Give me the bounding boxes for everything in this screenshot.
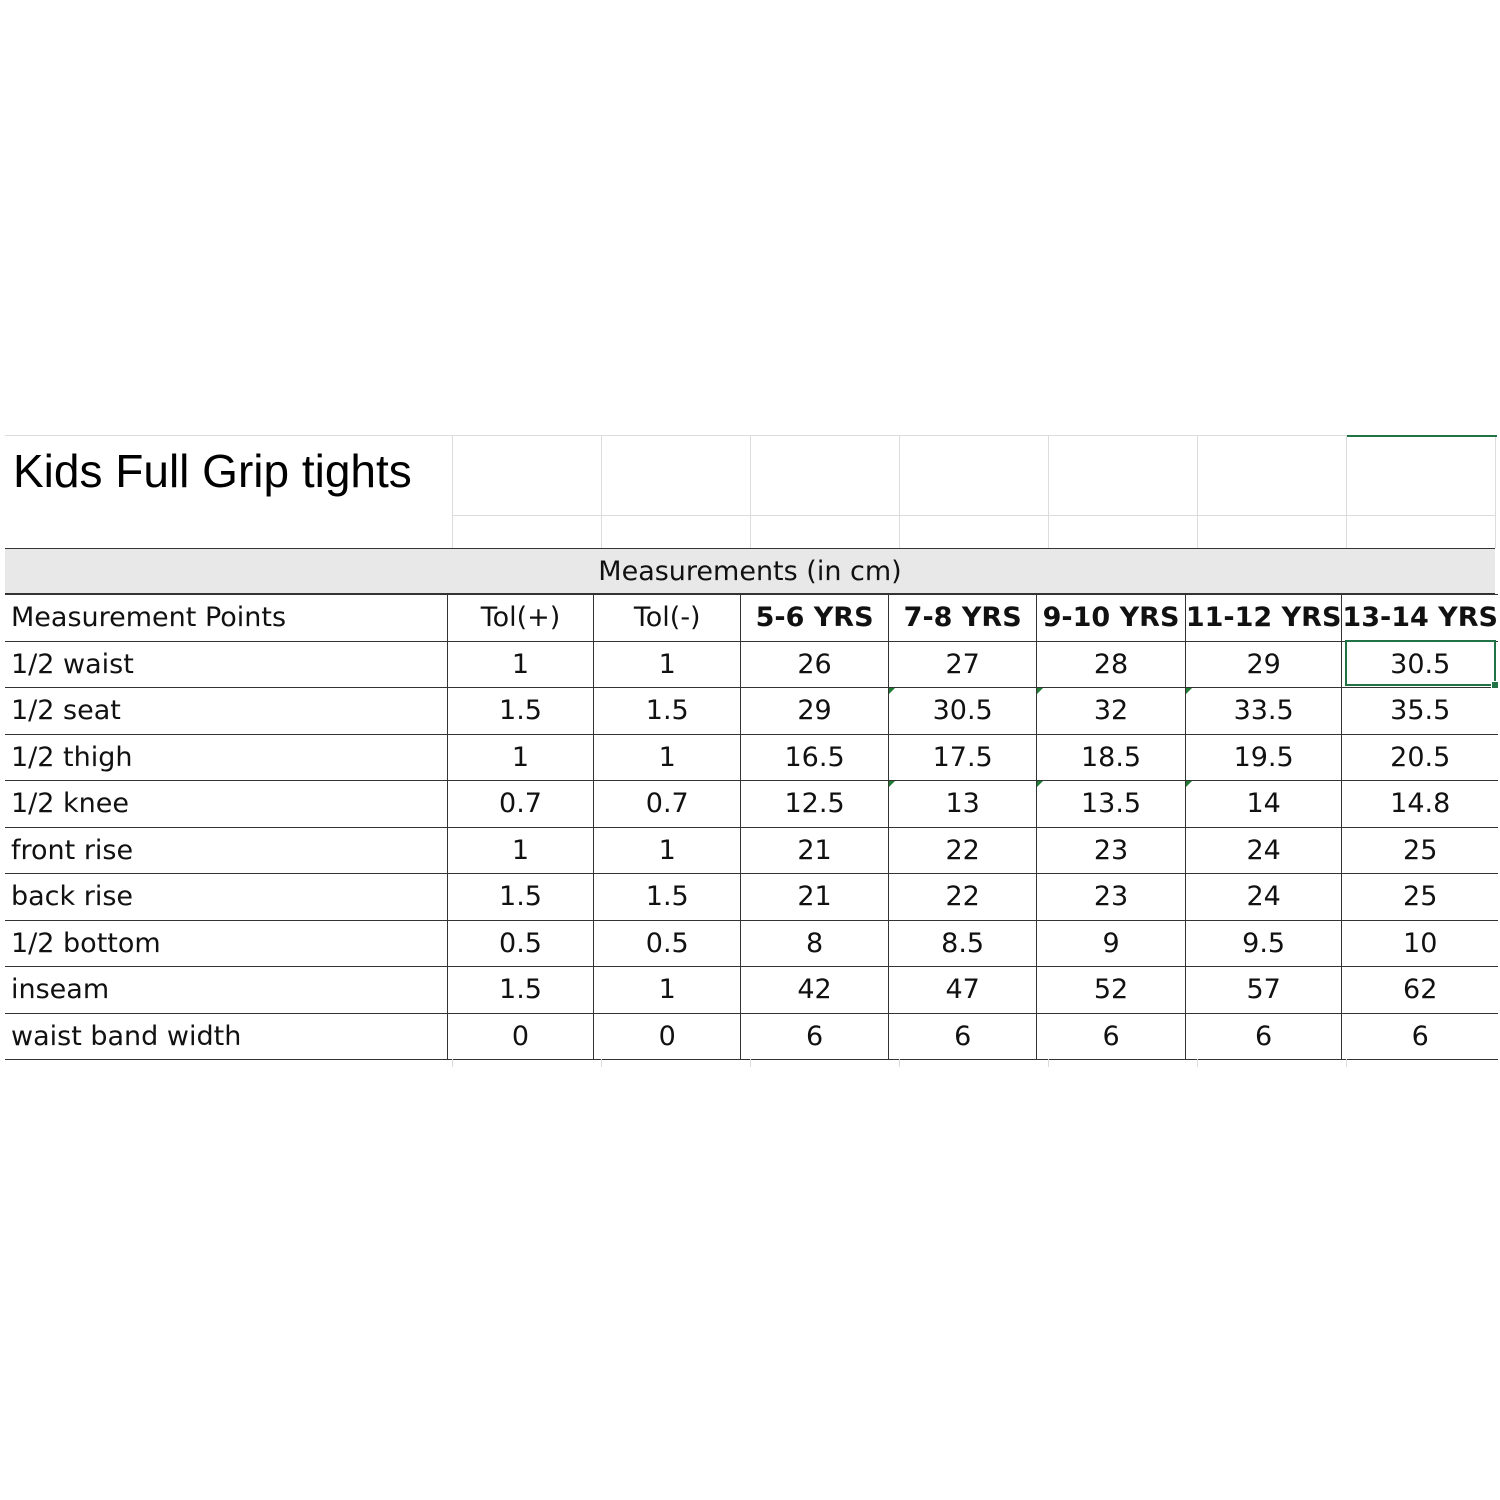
cell-text: 6 xyxy=(1255,1020,1273,1052)
cell-text: 0.5 xyxy=(499,927,542,959)
table-row xyxy=(5,967,1498,1014)
measurement-point-cell[interactable] xyxy=(5,967,447,1014)
fill-handle[interactable] xyxy=(1491,681,1499,689)
cell-text: 12.5 xyxy=(784,788,845,820)
value-cell[interactable] xyxy=(741,1013,889,1060)
value-cell[interactable] xyxy=(741,734,889,781)
value-cell[interactable] xyxy=(741,874,889,921)
header-size[interactable]: 7-8 YRS xyxy=(889,595,1037,642)
value-cell[interactable] xyxy=(1342,874,1498,921)
error-indicator-icon[interactable] xyxy=(1037,688,1043,694)
cell-text: 14.8 xyxy=(1390,788,1451,820)
gridline xyxy=(5,435,1495,436)
value-cell[interactable] xyxy=(741,920,889,967)
value-cell[interactable] xyxy=(1037,874,1186,921)
value-cell[interactable] xyxy=(447,1013,594,1060)
cell-text: 21 xyxy=(797,881,832,913)
cell-text: 21 xyxy=(797,834,832,866)
value-cell[interactable] xyxy=(1342,920,1498,967)
cell-text: waist band width xyxy=(11,1020,242,1052)
cell-text: 1/2 bottom xyxy=(11,927,161,959)
gridline xyxy=(1197,435,1198,548)
cell-text: 0.5 xyxy=(645,927,689,959)
cell-text: 19.5 xyxy=(1233,741,1294,773)
value-cell[interactable] xyxy=(1185,641,1342,688)
cell-text: 8 xyxy=(805,927,824,959)
error-indicator-icon[interactable] xyxy=(1186,688,1192,694)
cell-text: 1 xyxy=(658,834,676,866)
cell-text: 6 xyxy=(1411,1020,1429,1052)
header-tolerance[interactable]: Tol(-) xyxy=(594,595,741,642)
sheet-title[interactable]: Kids Full Grip tights xyxy=(13,445,412,497)
cell-text: 32 xyxy=(1093,695,1129,727)
header-tolerance[interactable]: Tol(+) xyxy=(447,595,594,642)
cell-text: 1 xyxy=(658,974,676,1006)
cell-text: 0.7 xyxy=(645,788,689,820)
cell-text: 17.5 xyxy=(932,741,993,773)
table-row xyxy=(5,734,1498,781)
value-cell[interactable] xyxy=(1037,827,1186,874)
table-row xyxy=(5,641,1498,688)
cell-text: 1/2 waist xyxy=(11,648,134,680)
value-cell[interactable] xyxy=(447,781,594,828)
cell-text: 20.5 xyxy=(1390,741,1451,773)
error-indicator-icon[interactable] xyxy=(889,688,895,694)
value-cell[interactable] xyxy=(741,641,889,688)
cell-text: 25 xyxy=(1403,834,1438,866)
cell-text: 26 xyxy=(797,648,832,680)
value-cell[interactable] xyxy=(1037,781,1186,828)
header-measurement-points[interactable]: Measurement Points xyxy=(5,595,447,642)
cell-text: 0 xyxy=(658,1020,676,1052)
table-row xyxy=(5,1013,1498,1060)
value-cell[interactable] xyxy=(1342,641,1498,688)
cell-text: 13.5 xyxy=(1080,788,1142,820)
error-indicator-icon[interactable] xyxy=(1037,781,1043,787)
cell-text: 62 xyxy=(1403,974,1438,1006)
value-cell[interactable] xyxy=(1185,734,1342,781)
error-indicator-icon[interactable] xyxy=(889,781,895,787)
gridline xyxy=(1048,435,1049,548)
cell-text: 27 xyxy=(945,648,980,680)
cell-text: 42 xyxy=(797,974,832,1006)
size-chart-table xyxy=(5,594,1498,1060)
cell-text: 1 xyxy=(511,834,530,866)
value-cell[interactable] xyxy=(594,827,741,874)
gridline xyxy=(1495,435,1496,548)
table-row xyxy=(5,874,1498,921)
gridline xyxy=(750,1059,751,1067)
cell-text: 33.5 xyxy=(1233,695,1294,727)
header-size[interactable]: 5-6 YRS xyxy=(741,595,889,642)
value-cell[interactable] xyxy=(1185,688,1342,735)
value-cell[interactable] xyxy=(447,641,594,688)
cell-text: 47 xyxy=(945,974,980,1006)
value-cell[interactable] xyxy=(889,688,1037,735)
measurement-point-cell[interactable] xyxy=(5,874,447,921)
value-cell[interactable] xyxy=(594,781,741,828)
cell-text: 14 xyxy=(1246,788,1281,820)
cell-text: 8.5 xyxy=(941,927,985,959)
cell-text: 1 xyxy=(658,741,676,773)
value-cell[interactable] xyxy=(594,920,741,967)
cell-text: 22 xyxy=(945,881,980,913)
gridline xyxy=(452,515,1495,516)
gridline xyxy=(899,435,900,548)
cell-text: 1 xyxy=(511,741,530,773)
value-cell[interactable] xyxy=(889,734,1037,781)
value-cell[interactable] xyxy=(447,688,594,735)
value-cell[interactable] xyxy=(594,1013,741,1060)
value-cell[interactable] xyxy=(1185,827,1342,874)
value-cell[interactable] xyxy=(1342,688,1498,735)
value-cell[interactable] xyxy=(741,781,889,828)
cell-text: 52 xyxy=(1093,974,1129,1006)
measurement-point-cell[interactable] xyxy=(5,1013,447,1060)
value-cell[interactable] xyxy=(447,827,594,874)
measurement-point-cell[interactable] xyxy=(5,734,447,781)
cell-text: 0.7 xyxy=(499,788,542,820)
measurement-point-cell[interactable] xyxy=(5,920,447,967)
value-cell[interactable] xyxy=(1037,1013,1186,1060)
header-size[interactable]: 13-14 YRS xyxy=(1342,595,1498,642)
value-cell[interactable] xyxy=(447,967,594,1014)
value-cell[interactable] xyxy=(741,688,889,735)
selection-edge xyxy=(1347,435,1497,437)
cell-text: 1 xyxy=(658,648,676,680)
cell-text: 1/2 knee xyxy=(11,788,130,820)
header-row xyxy=(5,595,1498,642)
value-cell[interactable] xyxy=(889,920,1037,967)
cell-text: 1.5 xyxy=(645,881,689,913)
cell-text: 1.5 xyxy=(645,695,689,727)
value-cell[interactable] xyxy=(889,827,1037,874)
value-cell[interactable] xyxy=(1037,967,1186,1014)
value-cell[interactable] xyxy=(1185,874,1342,921)
cell-text: 6 xyxy=(1102,1020,1120,1052)
value-cell[interactable] xyxy=(741,967,889,1014)
measurement-point-cell[interactable] xyxy=(5,827,447,874)
gridline xyxy=(1048,1059,1049,1067)
measurement-point-cell[interactable] xyxy=(5,641,447,688)
gridline xyxy=(601,435,602,548)
banner-label: Measurements (in cm) xyxy=(598,556,902,587)
cell-text: 28 xyxy=(1093,648,1129,680)
gridline xyxy=(1346,1059,1347,1067)
value-cell[interactable] xyxy=(594,967,741,1014)
cell-text: 1 xyxy=(511,648,530,680)
value-cell[interactable] xyxy=(1037,688,1186,735)
measurements-banner[interactable] xyxy=(5,548,1495,594)
cell-text: back rise xyxy=(11,881,134,913)
measurement-point-cell[interactable] xyxy=(5,781,447,828)
cell-text: front rise xyxy=(11,834,134,866)
value-cell[interactable] xyxy=(1037,734,1186,781)
cell-text: 6 xyxy=(954,1020,972,1052)
value-cell[interactable] xyxy=(889,781,1037,828)
table-row xyxy=(5,827,1498,874)
value-cell[interactable] xyxy=(447,920,594,967)
spreadsheet xyxy=(5,435,1498,1065)
value-cell[interactable] xyxy=(1342,967,1498,1014)
value-cell[interactable] xyxy=(1037,641,1186,688)
cell-text: 29 xyxy=(797,695,832,727)
gridline xyxy=(452,435,453,548)
cell-text: 23 xyxy=(1093,881,1129,913)
header-size[interactable]: 9-10 YRS xyxy=(1037,595,1186,642)
cell-text: 30.5 xyxy=(1390,648,1451,680)
value-cell[interactable] xyxy=(889,641,1037,688)
value-cell[interactable] xyxy=(1185,967,1342,1014)
error-indicator-icon[interactable] xyxy=(1186,781,1192,787)
measurement-point-cell[interactable] xyxy=(5,688,447,735)
cell-text: 6 xyxy=(805,1020,824,1052)
cell-text: 22 xyxy=(945,834,980,866)
value-cell[interactable] xyxy=(1037,920,1186,967)
value-cell[interactable] xyxy=(1185,1013,1342,1060)
cell-text: 1/2 thigh xyxy=(11,741,133,773)
cell-text: 0 xyxy=(511,1020,530,1052)
table-row xyxy=(5,781,1498,828)
value-cell[interactable] xyxy=(1185,781,1342,828)
value-cell[interactable] xyxy=(594,641,741,688)
cell-text: 29 xyxy=(1246,648,1281,680)
value-cell[interactable] xyxy=(1342,734,1498,781)
value-cell[interactable] xyxy=(889,874,1037,921)
cell-text: 35.5 xyxy=(1390,695,1451,727)
cell-text: 10 xyxy=(1403,927,1438,959)
value-cell[interactable] xyxy=(594,688,741,735)
gridline xyxy=(899,1059,900,1067)
cell-text: 1.5 xyxy=(499,881,542,913)
value-cell[interactable] xyxy=(741,827,889,874)
cell-text: 23 xyxy=(1093,834,1129,866)
cell-text: 57 xyxy=(1246,974,1281,1006)
table-row xyxy=(5,920,1498,967)
value-cell[interactable] xyxy=(1185,920,1342,967)
cell-text: 24 xyxy=(1246,881,1281,913)
gridline xyxy=(452,1059,453,1067)
gridline xyxy=(1346,435,1347,548)
value-cell[interactable] xyxy=(447,734,594,781)
value-cell[interactable] xyxy=(889,967,1037,1014)
gridline xyxy=(750,435,751,548)
title-row xyxy=(5,435,1495,548)
cell-text: 9 xyxy=(1102,927,1120,959)
value-cell[interactable] xyxy=(1342,781,1498,828)
value-cell[interactable] xyxy=(447,874,594,921)
cell-text: 16.5 xyxy=(784,741,845,773)
gridline xyxy=(601,1059,602,1067)
cell-text: 9.5 xyxy=(1242,927,1286,959)
value-cell[interactable] xyxy=(1342,827,1498,874)
value-cell[interactable] xyxy=(1342,1013,1498,1060)
cell-text: 25 xyxy=(1403,881,1438,913)
cell-text: 13 xyxy=(945,788,980,820)
value-cell[interactable] xyxy=(889,1013,1037,1060)
cell-text: inseam xyxy=(11,974,110,1006)
value-cell[interactable] xyxy=(594,874,741,921)
cell-text: 24 xyxy=(1246,834,1281,866)
cell-text: 1.5 xyxy=(499,974,542,1006)
header-size[interactable]: 11-12 YRS xyxy=(1185,595,1342,642)
value-cell[interactable] xyxy=(594,734,741,781)
table-row xyxy=(5,688,1498,735)
cell-text: 1.5 xyxy=(499,695,542,727)
cell-text: 30.5 xyxy=(932,695,993,727)
cell-text: 1/2 seat xyxy=(11,695,121,727)
cell-text: 18.5 xyxy=(1080,741,1142,773)
gridline xyxy=(1197,1059,1198,1067)
